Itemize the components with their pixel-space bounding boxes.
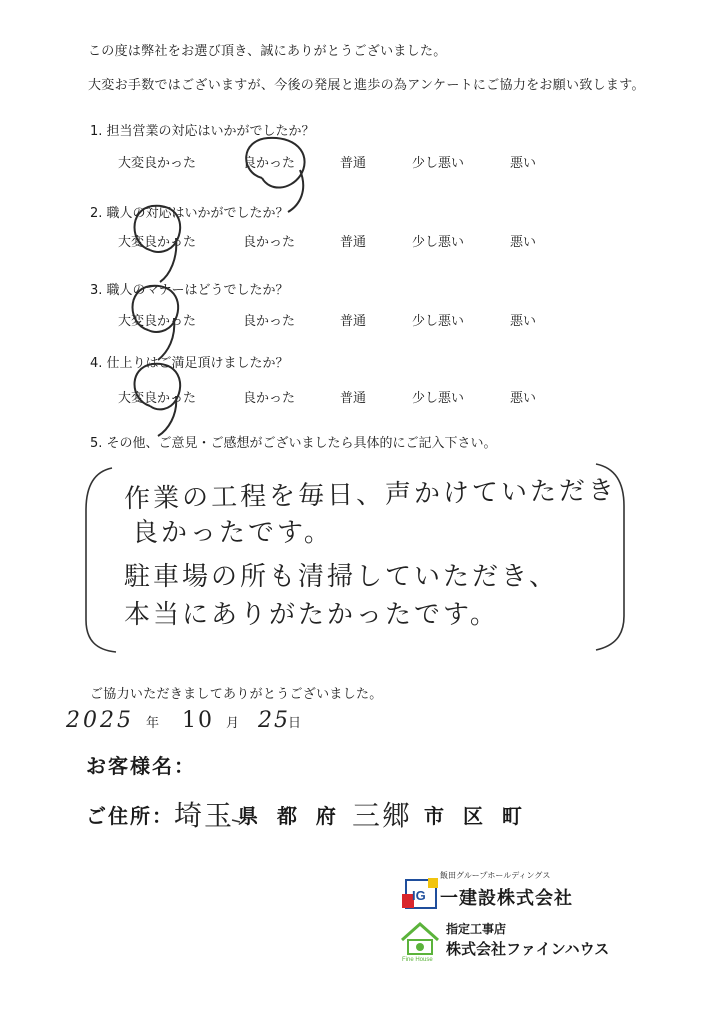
address-label: ご住所：	[86, 804, 174, 828]
q4-option-normal: 普通	[340, 391, 367, 406]
address-prefecture-units: 県 都 府	[238, 804, 342, 828]
group-name-text: 飯田グループホールディングス	[440, 871, 551, 880]
designated-label: 指定工事店	[446, 922, 507, 936]
q2-option-very-good: 大変良かった	[118, 235, 197, 250]
house-logo-icon	[398, 918, 442, 962]
question-5-label: 5. その他、ご意見・ご感想がございましたら具体的にご記入下さい。	[90, 436, 497, 451]
q3-circle-mark	[133, 286, 179, 360]
q3-option-slightly-bad: 少し悪い	[412, 314, 465, 329]
comment-line-1: 作業の工程を毎日、声かけていただき	[123, 475, 618, 515]
q1-option-slightly-bad: 少し悪い	[412, 156, 465, 171]
customer-name-label: お客様名：	[86, 754, 196, 778]
q2-circle-mark	[135, 206, 181, 282]
question-3-label: 3. 職人のマナーはどうでしたか？	[90, 283, 289, 298]
comment-line-4: 本当にありがたかったです。	[124, 600, 499, 630]
intro-line-1: この度は弊社をお選び頂き、誠にありがとうございました。	[88, 44, 447, 59]
q1-circle-mark	[246, 138, 304, 212]
date-month-value: 10	[182, 708, 214, 733]
intro-line-2: 大変お手数ではございますが、今後の発展と進歩の為アンケートにご協力をお願い致します。	[88, 78, 645, 93]
comment-box-left-bracket	[86, 468, 116, 652]
q4-option-bad: 悪い	[510, 391, 537, 406]
q2-option-good: 良かった	[243, 235, 296, 250]
question-2-label: 2. 職人の対応はいかがでしたか？	[90, 206, 289, 221]
company-1-name: 一建設株式会社	[440, 888, 573, 909]
address-city-value: 三郷	[352, 799, 413, 832]
ig-logo-icon	[400, 876, 442, 912]
question-1-label: 1. 担当営業の対応はいかがでしたか？	[90, 124, 315, 139]
company-2-name: 株式会社ファインハウス	[446, 940, 610, 958]
date-day-unit: 日	[288, 716, 302, 731]
date-year-value: 2025	[66, 708, 134, 733]
q3-option-very-good: 大変良かった	[118, 314, 197, 329]
q1-option-normal: 普通	[340, 156, 367, 171]
q1-option-very-good: 大変良かった	[118, 156, 197, 171]
address-prefecture-value: 埼玉	[174, 799, 235, 832]
q4-option-very-good: 大変良かった	[118, 391, 197, 406]
q2-option-slightly-bad: 少し悪い	[412, 235, 465, 250]
comment-line-2: 良かったです。	[132, 518, 333, 548]
q1-option-good: 良かった	[243, 156, 296, 171]
date-month-unit: 月	[226, 716, 240, 731]
q1-option-bad: 悪い	[510, 156, 537, 171]
address-city-units: 市 区 町	[424, 804, 528, 828]
date-day-value: 25	[258, 708, 290, 733]
q3-option-bad: 悪い	[510, 314, 537, 329]
date-year-unit: 年	[146, 716, 160, 731]
q4-option-slightly-bad: 少し悪い	[412, 391, 465, 406]
q3-option-normal: 普通	[340, 314, 367, 329]
ig-mark-text: IG	[412, 888, 426, 903]
q3-option-good: 良かった	[243, 314, 296, 329]
q4-option-good: 良かった	[243, 391, 296, 406]
question-4-label: 4. 仕上りはご満足頂けましたか？	[90, 356, 289, 371]
thanks-text: ご協力いただきましてありがとうございました。	[90, 687, 383, 702]
q2-option-bad: 悪い	[510, 235, 537, 250]
comment-line-3: 駐車場の所も清掃していただき、	[124, 562, 558, 592]
house-mark-text: Fine House	[402, 957, 433, 962]
q4-circle-mark	[135, 364, 181, 436]
q2-option-normal: 普通	[340, 235, 367, 250]
